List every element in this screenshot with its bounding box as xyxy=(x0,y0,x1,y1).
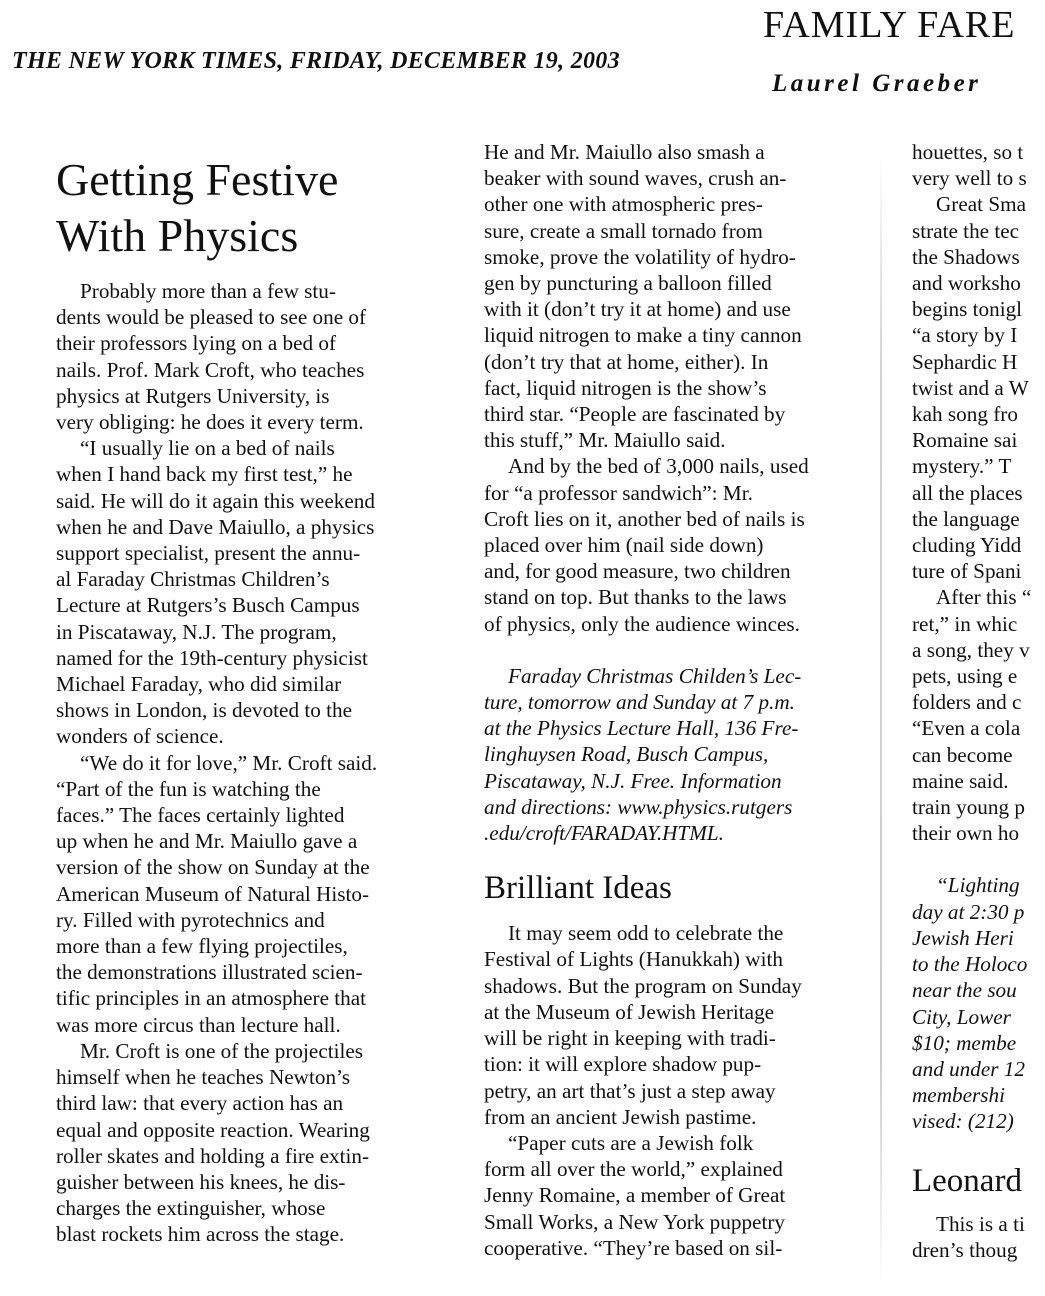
text-line: houettes, so t xyxy=(912,140,1024,164)
text-line: very well to s xyxy=(912,166,1027,191)
text-line: of physics, only the audience winces. xyxy=(484,611,800,636)
text-line: their professors lying on a bed of xyxy=(56,331,337,356)
text-line: and, for good measure, two children xyxy=(484,559,791,584)
text-line: form all over the world,” explained xyxy=(484,1157,783,1182)
text-line: guisher between his knees, he dis- xyxy=(56,1169,346,1194)
text-line: support specialist, present the annu- xyxy=(56,541,361,566)
text-line: begins tonigl xyxy=(912,297,1023,322)
text-line: liquid nitrogen to make a tiny cannon xyxy=(484,323,802,348)
text-line: this stuff,” Mr. Maiullo said. xyxy=(484,428,726,453)
event-info-line: City, Lower xyxy=(912,1004,1011,1029)
text-line: “I usually lie on a bed of nails xyxy=(80,436,335,461)
event-info-line: near the sou xyxy=(912,978,1017,1003)
event-info-line: membershi xyxy=(912,1083,1005,1108)
headline-brilliant-ideas: Brilliant Ideas xyxy=(484,870,672,907)
event-info-line: ture, tomorrow and Sunday at 7 p.m. xyxy=(484,690,795,715)
text-line: Small Works, a New York puppetry xyxy=(484,1209,785,1234)
text-line: stand on top. But thanks to the laws xyxy=(484,585,787,610)
text-line: when he and Dave Maiullo, a physics xyxy=(56,514,375,539)
text-line: smoke, prove the volatility of hydro- xyxy=(484,244,796,269)
text-line: shadows. But the program on Sunday xyxy=(484,973,802,998)
text-line: tific principles in an atmosphere that xyxy=(56,986,367,1011)
event-info-line: and directions: www.physics.rutgers xyxy=(484,794,793,819)
text-line: Michael Faraday, who did similar xyxy=(56,672,342,697)
text-line: “Paper cuts are a Jewish folk xyxy=(508,1130,754,1155)
text-line: when I hand back my first test,” he xyxy=(56,462,353,487)
text-line: train young p xyxy=(912,795,1025,820)
event-info-line: .edu/croft/FARADAY.HTML. xyxy=(484,821,724,846)
text-line: the demonstrations illustrated scien- xyxy=(56,960,363,985)
text-line: a song, they v xyxy=(912,637,1030,662)
text-line: roller skates and holding a fire extin- xyxy=(56,1143,370,1168)
text-line: (don’t try that at home, either). In xyxy=(484,349,769,374)
text-line: wonders of science. xyxy=(56,724,224,749)
text-line: maine said. xyxy=(912,768,1009,793)
text-line: This is a ti xyxy=(936,1211,1025,1236)
text-line: It may seem odd to celebrate the xyxy=(508,921,784,946)
text-line: Mr. Croft is one of the projectiles xyxy=(80,1038,364,1063)
text-line: version of the show on Sunday at the xyxy=(56,855,370,880)
event-info-line: day at 2:30 p xyxy=(912,899,1025,924)
event-info-line: $10; membe xyxy=(912,1030,1017,1055)
text-line: more than a few flying projectiles, xyxy=(56,934,348,959)
text-line: mystery.” T xyxy=(912,454,1012,479)
headline-leonard: Leonard xyxy=(912,1162,1022,1199)
text-line: ry. Filled with pyrotechnics and xyxy=(56,907,325,932)
text-line: their own ho xyxy=(912,821,1020,846)
text-line: nails. Prof. Mark Croft, who teaches xyxy=(56,357,365,382)
article-column-1 xyxy=(56,152,466,1248)
dateline: THE NEW YORK TIMES, FRIDAY, DECEMBER 19, 2003 xyxy=(12,48,620,74)
text-line: Jenny Romaine, a member of Great xyxy=(484,1183,786,1208)
text-line: charges the extinguisher, whose xyxy=(56,1196,326,1221)
text-line: Romaine sai xyxy=(912,428,1018,453)
text-line: was more circus than lecture hall. xyxy=(56,1012,341,1037)
text-line: other one with atmospheric pres- xyxy=(484,192,763,217)
text-line: ture of Spani xyxy=(912,559,1022,584)
text-line: equal and opposite reaction. Wearing xyxy=(56,1117,370,1142)
text-line: cluding Yidd xyxy=(912,533,1022,558)
text-line: third law: that every action has an xyxy=(56,1091,344,1116)
text-line: al Faraday Christmas Children’s xyxy=(56,567,330,592)
text-line: up when he and Mr. Maiullo gave a xyxy=(56,829,358,854)
text-line: Great Sma xyxy=(936,192,1027,217)
text-line: said. He will do it again this weekend xyxy=(56,488,375,513)
event-info-line: to the Holoco xyxy=(912,952,1028,977)
text-line: physics at Rutgers University, is xyxy=(56,383,330,408)
text-line: kah song fro xyxy=(912,402,1018,427)
text-line: from an ancient Jewish pastime. xyxy=(484,1104,757,1129)
event-info-line: Jewish Heri xyxy=(912,925,1014,950)
text-line: Lecture at Rutgers’s Busch Campus xyxy=(56,593,360,618)
text-line: in Piscataway, N.J. The program, xyxy=(56,619,337,644)
text-line: petry, an art that’s just a step away xyxy=(484,1078,776,1103)
text-line: and worksho xyxy=(912,271,1021,296)
section-name: FAMILY FARE xyxy=(763,4,1016,46)
headline-getting-festive-line-2: With Physics xyxy=(56,210,299,261)
text-line: with it (don’t try it at home) and use xyxy=(484,297,791,322)
event-info-line: and under 12 xyxy=(912,1056,1025,1081)
text-line: dents would be pleased to see one of xyxy=(56,305,367,330)
text-line: for “a professor sandwich”: Mr. xyxy=(484,480,753,505)
text-line: Croft lies on it, another bed of nails is xyxy=(484,506,805,531)
text-line: faces.” The faces certainly lighted xyxy=(56,803,345,828)
event-info-line: “Lighting xyxy=(936,873,1020,898)
event-info-line: vised: (212) xyxy=(912,1109,1014,1134)
text-line: can become xyxy=(912,742,1013,767)
event-info-line: linghuysen Road, Busch Campus, xyxy=(484,742,769,767)
event-info-line: Piscataway, N.J. Free. Information xyxy=(484,768,782,793)
headline-getting-festive-line-1: Getting Festive xyxy=(56,154,339,205)
text-line: “a story by I xyxy=(912,323,1018,348)
text-line: Sephardic H xyxy=(912,349,1018,374)
text-line: ret,” in whic xyxy=(912,611,1018,636)
text-line: the Shadows xyxy=(912,244,1020,269)
text-line: strate the tec xyxy=(912,218,1020,243)
text-line: himself when he teaches Newton’s xyxy=(56,1065,351,1090)
text-line: placed over him (nail side down) xyxy=(484,533,764,558)
text-line: twist and a W xyxy=(912,375,1029,400)
text-line: named for the 19th-century physicist xyxy=(56,645,368,670)
article-column-3 xyxy=(912,139,1045,1263)
text-line: fact, liquid nitrogen is the show’s xyxy=(484,375,767,400)
text-line: the language xyxy=(912,506,1020,531)
text-line: all the places xyxy=(912,480,1023,505)
byline: Laurel Graeber xyxy=(772,70,982,97)
text-line: Festival of Lights (Hanukkah) with xyxy=(484,947,783,972)
text-line: He and Mr. Maiullo also smash a xyxy=(484,140,765,164)
text-line: “Part of the fun is watching the xyxy=(56,776,321,801)
text-line: dren’s thoug xyxy=(912,1237,1018,1262)
text-line: After this “ xyxy=(936,585,1032,610)
text-line: pets, using e xyxy=(912,664,1018,689)
text-line: blast rockets him across the stage. xyxy=(56,1222,345,1247)
event-info-line: Faraday Christmas Childen’s Lec- xyxy=(508,663,802,688)
text-line: gen by puncturing a balloon filled xyxy=(484,271,772,296)
article-column-2 xyxy=(484,139,884,1261)
text-line: tion: it will explore shadow pup- xyxy=(484,1052,762,1077)
text-line: Probably more than a few stu- xyxy=(80,279,336,303)
text-line: American Museum of Natural Histo- xyxy=(56,881,370,906)
event-info-line: at the Physics Lecture Hall, 136 Fre- xyxy=(484,716,799,741)
text-line: at the Museum of Jewish Heritage xyxy=(484,999,775,1024)
text-line: shows in London, is devoted to the xyxy=(56,698,353,723)
text-line: “We do it for love,” Mr. Croft said. xyxy=(80,750,378,775)
text-line: And by the bed of 3,000 nails, used xyxy=(508,454,809,479)
text-line: folders and c xyxy=(912,690,1022,715)
text-line: very obliging: he does it every term. xyxy=(56,410,364,435)
text-line: beaker with sound waves, crush an- xyxy=(484,166,787,191)
text-line: sure, create a small tornado from xyxy=(484,218,763,243)
text-line: “Even a cola xyxy=(912,716,1021,741)
text-line: third star. “People are fascinated by xyxy=(484,402,786,427)
text-line: will be right in keeping with tradi- xyxy=(484,1026,776,1051)
text-line: cooperative. “They’re based on sil- xyxy=(484,1235,783,1260)
